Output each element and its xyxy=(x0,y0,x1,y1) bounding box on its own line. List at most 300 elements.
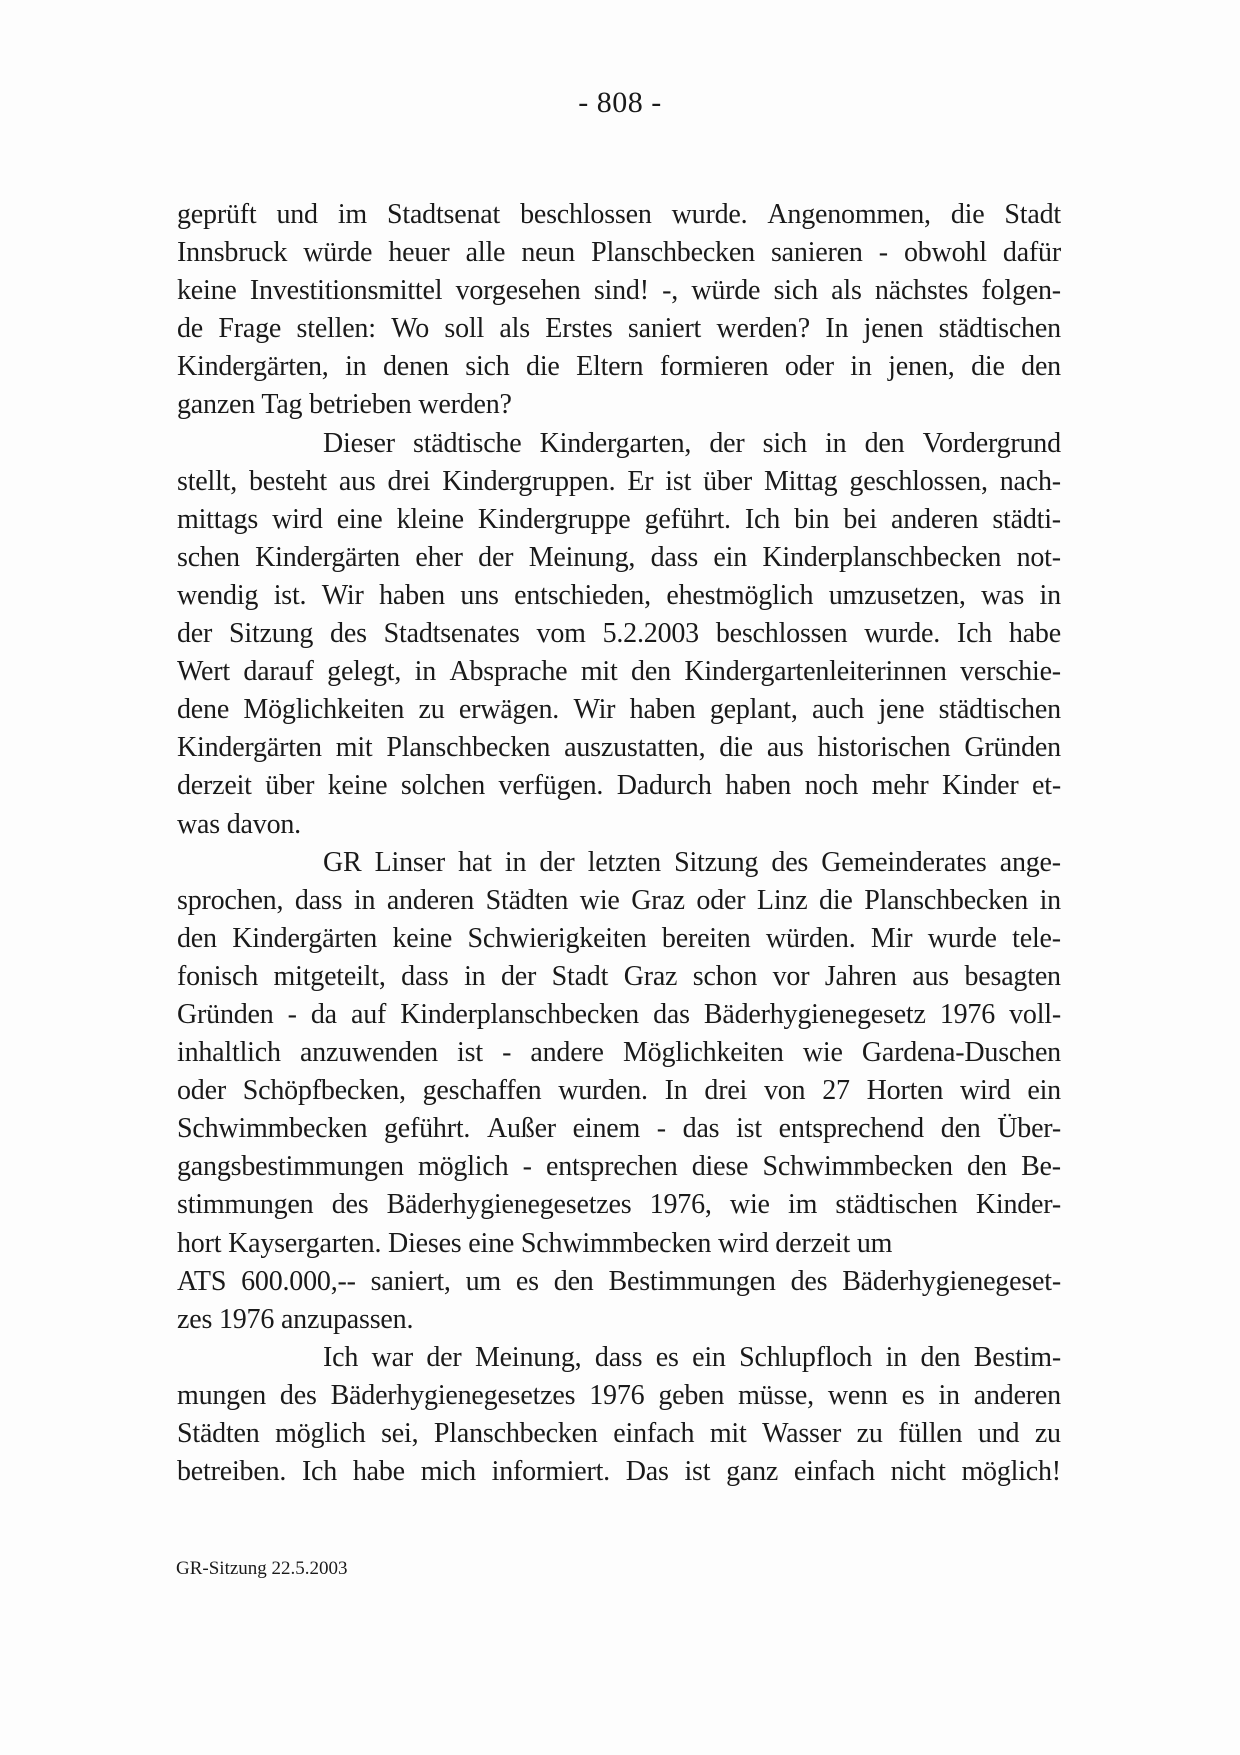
word: Dadurch xyxy=(616,770,712,802)
text-line xyxy=(177,577,1061,615)
text-line xyxy=(177,1415,1061,1453)
word: obwohl xyxy=(903,237,987,269)
word: zu xyxy=(1034,1418,1061,1449)
word: anderen xyxy=(973,1379,1061,1411)
word: der xyxy=(426,1341,462,1373)
word: in xyxy=(504,846,527,878)
word: saniert xyxy=(627,313,702,345)
word: Linz xyxy=(756,884,808,916)
word: städtischen xyxy=(938,313,1061,345)
word: Mir xyxy=(870,922,913,954)
word: hat xyxy=(458,846,492,878)
text-line xyxy=(177,729,1061,767)
word: würde xyxy=(691,275,761,307)
word: entschieden, xyxy=(514,579,651,611)
word: war xyxy=(371,1341,413,1373)
text-line xyxy=(177,1072,1061,1110)
word: 5.2.2003 xyxy=(602,618,699,650)
word: Kinderplanschbecken xyxy=(400,998,639,1030)
word: Ich xyxy=(744,503,781,535)
word: einfach xyxy=(613,1418,695,1449)
word: uns xyxy=(460,579,499,611)
word: mit xyxy=(335,732,373,764)
word: informiert. xyxy=(491,1456,610,1488)
word: mehr xyxy=(871,770,929,802)
word: Sitzung xyxy=(674,846,759,878)
word: ein xyxy=(692,1341,726,1373)
word: Möglichkeiten xyxy=(243,694,405,726)
word: nach- xyxy=(999,465,1061,497)
word: Absprache xyxy=(449,656,568,688)
word: den xyxy=(940,1113,981,1145)
word: städti- xyxy=(992,503,1061,535)
word: die xyxy=(971,351,1005,383)
word: Investitionsmittel xyxy=(249,275,443,307)
word: städtische xyxy=(413,427,522,459)
word: das xyxy=(682,1113,720,1145)
word: es xyxy=(515,1265,539,1297)
word: das xyxy=(653,998,690,1030)
word: Graz xyxy=(631,884,685,916)
word: soll xyxy=(444,313,485,345)
word: einem xyxy=(572,1113,641,1145)
word: Kindergruppen. xyxy=(442,465,616,497)
word: werden? xyxy=(716,313,810,345)
word: noch xyxy=(804,770,859,802)
word: - xyxy=(878,237,888,269)
word: Bäderhygienegesetz xyxy=(703,998,926,1030)
word: ein xyxy=(1027,1075,1061,1107)
word: Linser xyxy=(374,846,445,878)
word: der xyxy=(478,541,514,573)
word: Dieser xyxy=(323,427,395,459)
word: letzten xyxy=(587,846,661,878)
word: Stadtsenat xyxy=(387,199,501,230)
word: vorgesehen xyxy=(455,275,581,307)
text-line xyxy=(177,234,1061,272)
word: Eltern xyxy=(576,351,644,383)
word: Stadtsenates xyxy=(383,618,520,650)
word: Schlupfloch xyxy=(739,1341,873,1373)
text-line xyxy=(177,996,1061,1034)
word: Bestim- xyxy=(973,1341,1061,1373)
word: von xyxy=(763,1075,806,1107)
word: -, xyxy=(662,275,679,307)
text-line xyxy=(177,1148,1061,1186)
word: Horten xyxy=(866,1075,944,1107)
text-line xyxy=(177,1377,1061,1415)
word: Kindergruppe xyxy=(477,503,631,535)
word: in xyxy=(1039,884,1061,916)
word: Ich xyxy=(301,1456,338,1488)
word: ange- xyxy=(999,846,1061,878)
word: würden. xyxy=(765,922,856,954)
word: aus xyxy=(912,960,949,992)
word: Wir xyxy=(573,694,616,726)
word: Kindergärten xyxy=(232,922,378,954)
word: wurden. xyxy=(558,1075,648,1107)
word: Städten xyxy=(177,1418,260,1449)
word: darauf xyxy=(243,656,314,688)
word: über xyxy=(703,465,753,497)
word: es xyxy=(901,1379,925,1411)
word: des xyxy=(279,1379,317,1411)
word: besteht xyxy=(248,465,327,497)
word: den xyxy=(864,427,905,459)
word: - xyxy=(522,1151,532,1183)
word: wurde. xyxy=(864,618,941,650)
word: keine xyxy=(327,770,388,802)
word: um xyxy=(465,1265,502,1297)
word: ist xyxy=(665,465,692,497)
word: des xyxy=(771,846,809,878)
word: entsprechend xyxy=(778,1113,924,1145)
word: Ich xyxy=(956,618,993,650)
word: 1976 xyxy=(939,998,996,1030)
word: als xyxy=(499,313,530,345)
word: Schwimmbecken xyxy=(177,1113,368,1145)
word: mich xyxy=(420,1456,476,1488)
word: Stadt xyxy=(1004,199,1061,230)
text-line: hort Kaysergarten. Dieses eine Schwimmbecken wird derzeit um xyxy=(177,1227,893,1259)
word: im xyxy=(337,199,368,230)
word: Außer xyxy=(486,1113,556,1145)
word: ist xyxy=(684,1456,711,1488)
word: wie xyxy=(579,884,620,916)
word: des xyxy=(331,1189,369,1221)
text-line xyxy=(177,196,1061,234)
word: jene xyxy=(878,694,925,726)
word: In xyxy=(664,1075,688,1107)
word: de xyxy=(177,313,204,345)
word: im xyxy=(787,1189,818,1221)
text-line xyxy=(177,310,1061,348)
word: beschlossen xyxy=(715,618,848,650)
text-line xyxy=(177,348,1061,386)
word: der xyxy=(709,427,745,459)
word: neun xyxy=(521,237,575,269)
word: in xyxy=(353,884,376,916)
word: not- xyxy=(1016,541,1061,573)
word: denen xyxy=(382,351,449,383)
word: Wo xyxy=(391,313,429,345)
text-line xyxy=(177,539,1061,577)
word: derzeit xyxy=(177,770,252,802)
word: in xyxy=(464,960,486,992)
word: eine xyxy=(336,503,383,535)
word: solchen xyxy=(400,770,486,802)
word: städtischen xyxy=(835,1189,958,1221)
word: Schöpfbecken, xyxy=(242,1075,406,1107)
word: mungen xyxy=(177,1379,267,1411)
word: Ich xyxy=(323,1341,359,1373)
word: Gemeinderates xyxy=(821,846,987,878)
word: wurde xyxy=(927,922,997,954)
word: und xyxy=(977,1418,1020,1449)
text-line xyxy=(177,1453,1061,1491)
word: 1976 xyxy=(589,1379,645,1411)
word: in xyxy=(1039,579,1061,611)
word: nicht xyxy=(890,1456,946,1488)
word: Das xyxy=(625,1456,669,1488)
word: zu xyxy=(418,694,445,726)
word: verschie- xyxy=(960,656,1061,688)
word: sanieren xyxy=(770,237,863,269)
word: jenen, xyxy=(888,351,955,383)
word: geführt. xyxy=(383,1113,471,1145)
word: alle xyxy=(465,237,506,269)
word: mitgeteilt, xyxy=(273,960,386,992)
word: Kindergartenleiterinnen xyxy=(684,656,947,688)
word: Stadt xyxy=(551,960,609,992)
word: Planschbecken xyxy=(591,237,755,269)
text-line xyxy=(177,1339,1061,1377)
word: gelegt, xyxy=(327,656,402,688)
word: Wasser xyxy=(762,1418,842,1449)
word: verfügen. xyxy=(498,770,604,802)
word: würde xyxy=(303,237,373,269)
word: in xyxy=(825,427,847,459)
word: voll- xyxy=(1009,998,1061,1030)
word: diese xyxy=(691,1151,749,1183)
word: anderen xyxy=(891,503,979,535)
word: als xyxy=(831,275,862,307)
text-line: zes 1976 anzupassen. xyxy=(177,1303,414,1335)
word: einfach xyxy=(793,1456,875,1488)
word: auszustatten, xyxy=(564,732,706,764)
word: Bäderhygienegesetzes xyxy=(386,1189,632,1221)
word: sich xyxy=(762,427,807,459)
word: möglich! xyxy=(961,1456,1061,1488)
word: habe xyxy=(352,1456,405,1488)
word: den xyxy=(553,1265,594,1297)
word: ist. xyxy=(273,579,307,611)
word: sich xyxy=(773,275,818,307)
word: Graz xyxy=(623,960,678,992)
word: Kindergärten, xyxy=(177,351,329,383)
word: wie xyxy=(802,1037,843,1069)
word: Planschbecken xyxy=(386,732,551,764)
word: ein xyxy=(713,541,748,573)
document-text xyxy=(177,196,1061,1491)
word: oder xyxy=(177,1075,226,1107)
word: erwägen. xyxy=(458,694,560,726)
word: geführt. xyxy=(644,503,731,535)
word: betreiben. xyxy=(177,1456,287,1488)
word: vor xyxy=(772,960,810,992)
word: 1976, xyxy=(649,1189,712,1221)
word: 27 xyxy=(822,1075,850,1107)
word: Erstes xyxy=(545,313,613,345)
word: vom xyxy=(536,618,586,650)
word: Wert xyxy=(177,656,230,688)
word: keine xyxy=(392,922,453,954)
word: mittags xyxy=(177,503,259,535)
word: dass xyxy=(650,541,699,573)
word: es xyxy=(655,1341,679,1373)
word: inhaltlich xyxy=(177,1037,281,1069)
text-line xyxy=(177,844,1061,882)
word: geben xyxy=(658,1379,725,1411)
word: ist xyxy=(457,1037,483,1069)
word: des xyxy=(330,618,367,650)
text-line xyxy=(177,882,1061,920)
word: Wir xyxy=(321,579,364,611)
footer-note: GR-Sitzung 22.5.2003 xyxy=(176,1558,348,1579)
word: Planschbecken xyxy=(864,884,1028,916)
word: sei, xyxy=(381,1418,419,1449)
word: ATS xyxy=(177,1265,227,1297)
word: in xyxy=(414,656,436,688)
word: bereiten xyxy=(661,922,751,954)
word: keine xyxy=(177,275,237,307)
word: jenen xyxy=(863,313,924,345)
word: Bäderhygienegesetzes xyxy=(330,1379,576,1411)
word: Vordergrund xyxy=(922,427,1061,459)
word: des xyxy=(790,1265,828,1297)
word: Gründen xyxy=(177,998,274,1030)
word: drei xyxy=(704,1075,748,1107)
word: geschlossen, xyxy=(849,465,988,497)
word: anderen xyxy=(386,884,475,916)
text-line xyxy=(177,615,1061,653)
word: 600.000,-- xyxy=(241,1265,356,1297)
word: eher xyxy=(415,541,463,573)
word: schon xyxy=(692,960,758,992)
word: aus xyxy=(338,465,376,497)
word: wie xyxy=(729,1189,770,1221)
word: sprochen, xyxy=(177,884,284,916)
text-line xyxy=(177,501,1061,539)
word: ist xyxy=(736,1113,762,1145)
word: der xyxy=(539,846,575,878)
word: möglich xyxy=(275,1418,366,1449)
word: Schwimmbecken xyxy=(762,1151,953,1183)
word: Schwierigkeiten xyxy=(467,922,647,954)
word: den xyxy=(631,656,671,688)
word: haben xyxy=(379,579,445,611)
word: stellen: xyxy=(296,313,376,345)
text-line xyxy=(177,1263,1061,1301)
word: dafür xyxy=(1002,237,1061,269)
word: stellt, xyxy=(177,465,238,497)
text-line xyxy=(177,1110,1061,1148)
word: der xyxy=(500,960,537,992)
word: geprüft xyxy=(177,199,257,230)
word: stimmungen xyxy=(177,1189,314,1221)
word: dass xyxy=(594,1341,643,1373)
word: Mittag xyxy=(763,465,838,497)
word: geschaffen xyxy=(422,1075,542,1107)
word: die xyxy=(526,351,560,383)
word: geplant, xyxy=(709,694,798,726)
text-line xyxy=(177,653,1061,691)
word: den xyxy=(920,1341,961,1373)
word: ehestmöglich xyxy=(666,579,814,611)
word: füllen xyxy=(898,1418,963,1449)
word: habe xyxy=(1008,618,1061,650)
word: Be- xyxy=(1021,1151,1061,1183)
word: Kindergarten, xyxy=(539,427,692,459)
word: Sitzung xyxy=(229,618,314,650)
word: oder xyxy=(784,351,834,383)
word: Städten xyxy=(485,884,569,916)
word: Bestimmungen xyxy=(608,1265,776,1297)
word: et- xyxy=(1032,770,1061,802)
word: auch xyxy=(812,694,865,726)
word: Kindergärten xyxy=(177,732,322,764)
word: - xyxy=(656,1113,666,1145)
text-line xyxy=(177,463,1061,501)
word: entsprechen xyxy=(546,1151,678,1183)
word: den xyxy=(177,922,217,954)
word: Kinder xyxy=(941,770,1019,802)
word: zu xyxy=(856,1418,883,1449)
word: über xyxy=(265,770,315,802)
word: folgen- xyxy=(981,275,1061,307)
word: oder xyxy=(696,884,746,916)
word: den xyxy=(1021,351,1061,383)
text-line xyxy=(177,767,1061,805)
word: Planschbecken xyxy=(433,1418,598,1449)
word: und xyxy=(276,199,318,230)
word: historischen xyxy=(817,732,951,764)
word: mit xyxy=(580,656,618,688)
word: auf xyxy=(350,998,387,1030)
word: sich xyxy=(465,351,510,383)
word: wenn xyxy=(827,1379,888,1411)
word: Über- xyxy=(997,1113,1061,1145)
text-line xyxy=(177,691,1061,729)
word: wendig xyxy=(177,579,259,611)
word: Angenommen, xyxy=(767,199,931,230)
word: formieren xyxy=(659,351,769,383)
word: beschlossen xyxy=(520,199,652,230)
word: dene xyxy=(177,694,230,726)
text-line xyxy=(177,920,1061,958)
page-number: - 808 - xyxy=(578,86,662,119)
word: wird xyxy=(960,1075,1011,1107)
word: in xyxy=(938,1379,960,1411)
word: Innsbruck xyxy=(177,237,288,269)
word: die xyxy=(719,732,753,764)
word: Gardena-Duschen xyxy=(861,1037,1061,1069)
word: Jahren xyxy=(824,960,897,992)
word: dass xyxy=(294,884,343,916)
word: heuer xyxy=(388,237,450,269)
word: schen xyxy=(177,541,240,573)
word: Kinder- xyxy=(975,1189,1061,1221)
word: wurde. xyxy=(671,199,748,230)
word: müsse, xyxy=(738,1379,814,1411)
word: sind! xyxy=(593,275,649,307)
word: - xyxy=(287,998,297,1030)
text-line xyxy=(177,1034,1061,1072)
word: möglich xyxy=(418,1151,509,1183)
word: in xyxy=(885,1341,908,1373)
word: aus xyxy=(766,732,804,764)
word: anzuwenden xyxy=(299,1037,438,1069)
word: kleine xyxy=(396,503,464,535)
word: der xyxy=(177,618,213,650)
word: fonisch xyxy=(177,960,259,992)
word: umzusetzen, xyxy=(828,579,966,611)
text-line xyxy=(177,1186,1061,1224)
word: Meinung, xyxy=(474,1341,582,1373)
word: die xyxy=(950,199,985,230)
word: Möglichkeiten xyxy=(622,1037,784,1069)
word: Er xyxy=(627,465,654,497)
